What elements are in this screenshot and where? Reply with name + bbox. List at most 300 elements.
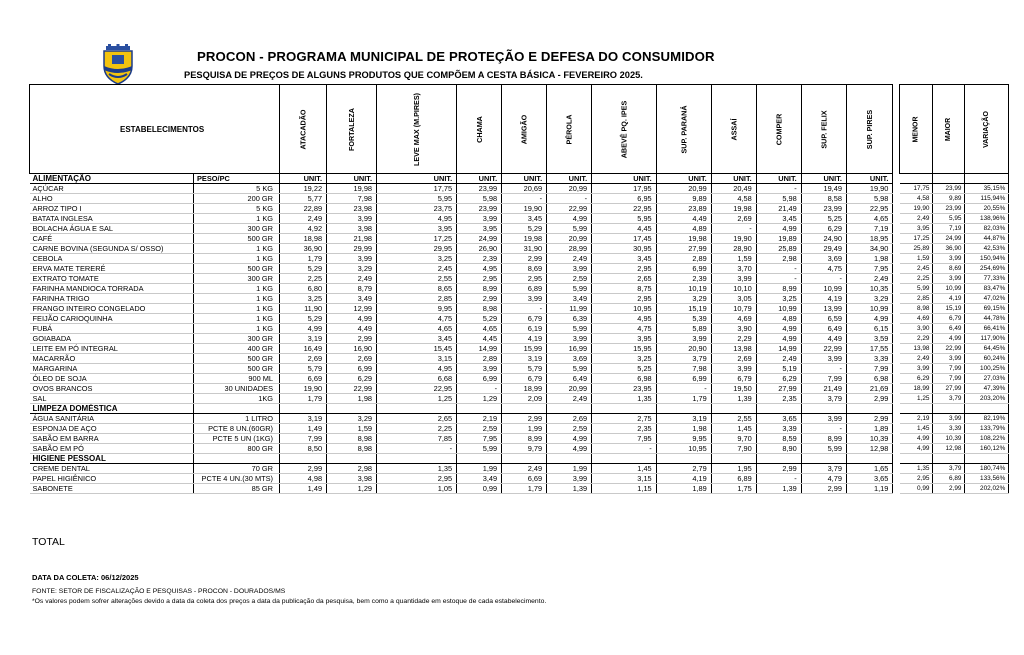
max-price: 15,19 (933, 304, 965, 314)
column-gap (893, 384, 900, 394)
product-name: BATATA INGLESA (30, 214, 194, 224)
column-gap (893, 414, 900, 424)
empty-cell (933, 404, 965, 414)
price-cell: 6,95 (592, 194, 657, 204)
price-cell: 3,99 (547, 264, 592, 274)
min-price: 2,29 (900, 334, 933, 344)
price-cell: 3,19 (280, 414, 327, 424)
variation: 44,78% (965, 314, 1009, 324)
max-price: 3,99 (933, 354, 965, 364)
empty-cell (547, 454, 592, 464)
price-cell: 1,89 (656, 484, 711, 494)
product-weight: 1 KG (194, 254, 280, 264)
price-cell: 8,99 (502, 434, 547, 444)
price-cell: 29,99 (327, 244, 377, 254)
column-gap (893, 304, 900, 314)
variation: 77,33% (965, 274, 1009, 284)
price-cell: 3,95 (377, 224, 457, 234)
price-cell: 6,39 (547, 314, 592, 324)
variation: 133,79% (965, 424, 1009, 434)
price-cell: 4,49 (801, 334, 846, 344)
price-cell: 6,49 (547, 374, 592, 384)
table-row (30, 434, 1009, 444)
price-cell: 2,99 (457, 294, 502, 304)
table-row (30, 444, 1009, 454)
price-cell: 11,90 (280, 304, 327, 314)
price-cell: 19,90 (711, 234, 756, 244)
price-cell: 15,99 (502, 344, 547, 354)
price-cell: 1,65 (846, 464, 892, 474)
price-cell: 34,90 (846, 244, 892, 254)
price-cell: 4,99 (547, 214, 592, 224)
price-cell: 5,99 (547, 224, 592, 234)
table-row (30, 474, 1009, 484)
price-cell: 19,49 (801, 184, 846, 194)
column-gap (893, 484, 900, 494)
empty-cell (502, 454, 547, 464)
max-price: 12,98 (933, 444, 965, 454)
column-gap (893, 434, 900, 444)
price-cell: 19,90 (846, 184, 892, 194)
price-cell: 8,59 (756, 434, 801, 444)
unit-header: UNIT. (327, 174, 377, 184)
price-cell: 2,59 (547, 274, 592, 284)
table-row (30, 284, 1009, 294)
min-price: 2,49 (900, 214, 933, 224)
price-cell: 8,58 (801, 194, 846, 204)
price-cell: 1,29 (457, 394, 502, 404)
empty-cell (656, 454, 711, 464)
price-cell: 6,29 (327, 374, 377, 384)
category-row (30, 404, 1009, 414)
price-cell: 22,95 (377, 384, 457, 394)
price-cell: 20,49 (711, 184, 756, 194)
price-cell: 8,99 (801, 434, 846, 444)
price-cell: 1,49 (280, 484, 327, 494)
price-cell: 3,70 (711, 264, 756, 274)
product-name: ÓLEO DE SOJA (30, 374, 194, 384)
price-cell: 22,89 (280, 204, 327, 214)
price-cell: 5,79 (502, 364, 547, 374)
product-name: ARROZ TIPO I (30, 204, 194, 214)
max-price: 3,99 (933, 414, 965, 424)
product-name: CARNE BOVINA (SEGUNDA S/ OSSO) (30, 244, 194, 254)
stat-header: MAIOR (933, 85, 965, 174)
unit-header: UNIT. (711, 174, 756, 184)
price-cell: 3,45 (592, 254, 657, 264)
product-weight: 1 KG (194, 314, 280, 324)
price-cell: 2,39 (457, 254, 502, 264)
price-cell: 16,99 (547, 344, 592, 354)
empty-cell (801, 454, 846, 464)
price-cell: 28,99 (547, 244, 592, 254)
max-price: 7,19 (933, 224, 965, 234)
price-cell: 2,65 (592, 274, 657, 284)
price-cell: 1,75 (711, 484, 756, 494)
price-cell: 4,49 (656, 214, 711, 224)
max-price: 2,99 (933, 484, 965, 494)
price-cell: 5,25 (592, 364, 657, 374)
empty-cell (457, 404, 502, 414)
price-cell: 23,99 (801, 204, 846, 214)
price-cell: 3,99 (801, 354, 846, 364)
price-cell: 6,69 (280, 374, 327, 384)
empty-cell (846, 454, 892, 464)
price-cell: 17,55 (846, 344, 892, 354)
price-cell: 4,75 (592, 324, 657, 334)
column-gap (893, 85, 900, 174)
product-weight: PCTE 8 UN.(60GR) (194, 424, 280, 434)
product-name: ALHO (30, 194, 194, 204)
unit-header: UNIT. (846, 174, 892, 184)
price-cell: - (592, 444, 657, 454)
variation: 27,03% (965, 374, 1009, 384)
price-cell: 2,29 (711, 334, 756, 344)
price-cell: 3,99 (457, 364, 502, 374)
price-cell: 19,98 (656, 234, 711, 244)
price-cell: 3,49 (327, 294, 377, 304)
price-cell: 13,98 (711, 344, 756, 354)
min-price: 4,69 (900, 314, 933, 324)
store-header: LEVE MAX (M.PIRES) (377, 85, 457, 174)
price-cell: 3,99 (327, 254, 377, 264)
product-weight: 1 LITRO (194, 414, 280, 424)
price-cell: 3,99 (327, 214, 377, 224)
price-cell: 4,99 (327, 314, 377, 324)
price-cell: 1,19 (846, 484, 892, 494)
price-cell: 19,98 (502, 234, 547, 244)
price-cell: 3,99 (502, 294, 547, 304)
price-cell: 2,45 (377, 264, 457, 274)
price-cell: - (377, 444, 457, 454)
product-name: PAPEL HIGIÊNICO (30, 474, 194, 484)
empty-cell (965, 454, 1009, 464)
price-cell: 6,99 (457, 374, 502, 384)
price-cell: 7,98 (327, 194, 377, 204)
price-cell: 4,95 (457, 264, 502, 274)
min-price: 1,45 (900, 424, 933, 434)
price-cell: 8,99 (457, 284, 502, 294)
price-cell: 3,29 (327, 414, 377, 424)
unit-header: UNIT. (801, 174, 846, 184)
price-cell: 7,99 (846, 364, 892, 374)
price-cell: 2,69 (711, 354, 756, 364)
max-price: 7,99 (933, 364, 965, 374)
price-cell: 19,98 (711, 204, 756, 214)
store-header: ASSAÍ (711, 85, 756, 174)
price-cell: 5,29 (280, 264, 327, 274)
price-cell: 3,25 (592, 354, 657, 364)
price-cell: 2,55 (377, 274, 457, 284)
price-cell: 3,49 (457, 474, 502, 484)
price-cell: 19,50 (711, 384, 756, 394)
price-cell: 1,39 (711, 394, 756, 404)
price-cell: 7,95 (457, 434, 502, 444)
price-cell: 19,90 (280, 384, 327, 394)
procon-crest-logo (98, 44, 138, 86)
price-cell: 2,25 (377, 424, 457, 434)
price-cell: 2,95 (502, 274, 547, 284)
price-cell: 9,95 (656, 434, 711, 444)
product-weight: 1 KG (194, 324, 280, 334)
price-cell: - (656, 384, 711, 394)
price-cell: 3,15 (592, 474, 657, 484)
max-price: 22,99 (933, 344, 965, 354)
price-cell: 8,90 (756, 444, 801, 454)
column-gap (893, 454, 900, 464)
price-cell: - (457, 384, 502, 394)
variation: 82,03% (965, 224, 1009, 234)
store-header: PÉROLA (547, 85, 592, 174)
price-cell: 1,39 (756, 484, 801, 494)
min-price: 0,99 (900, 484, 933, 494)
product-name: FEIJÃO CARIOQUINHA (30, 314, 194, 324)
product-weight: 800 GR (194, 444, 280, 454)
price-cell: 1,35 (592, 394, 657, 404)
price-cell: 3,99 (547, 334, 592, 344)
product-name: FRANGO INTEIRO CONGELADO (30, 304, 194, 314)
price-cell: 3,59 (846, 334, 892, 344)
max-price: 10,39 (933, 434, 965, 444)
max-price: 7,99 (933, 374, 965, 384)
max-price: 3,79 (933, 394, 965, 404)
price-cell: 17,75 (377, 184, 457, 194)
price-cell: 4,99 (547, 444, 592, 454)
column-gap (893, 444, 900, 454)
price-cell: 21,69 (846, 384, 892, 394)
price-cell: 2,99 (280, 464, 327, 474)
min-price: 2,49 (900, 354, 933, 364)
max-price: 3,99 (933, 254, 965, 264)
price-cell: 7,90 (711, 444, 756, 454)
column-gap (893, 324, 900, 334)
unit-header: UNIT. (756, 174, 801, 184)
product-name: LEITE EM PÓ INTEGRAL (30, 344, 194, 354)
max-price: 36,90 (933, 244, 965, 254)
price-cell: 6,99 (656, 374, 711, 384)
price-cell: - (801, 364, 846, 374)
price-cell: 6,89 (711, 474, 756, 484)
table-row (30, 324, 1009, 334)
price-cell: 10,99 (801, 284, 846, 294)
table-row (30, 384, 1009, 394)
price-cell: 3,49 (547, 294, 592, 304)
product-weight: 500 GR (194, 234, 280, 244)
price-cell: 11,99 (547, 304, 592, 314)
max-price: 5,95 (933, 214, 965, 224)
max-price: 10,99 (933, 284, 965, 294)
price-cell: 2,39 (656, 274, 711, 284)
price-cell: 5,77 (280, 194, 327, 204)
price-cell: 8,98 (457, 304, 502, 314)
max-price: 4,19 (933, 294, 965, 304)
price-cell: - (756, 264, 801, 274)
price-cell: 9,70 (711, 434, 756, 444)
price-cell: 4,45 (592, 224, 657, 234)
column-gap (893, 214, 900, 224)
price-cell: 24,90 (801, 234, 846, 244)
price-cell: 20,69 (502, 184, 547, 194)
max-price: 6,49 (933, 324, 965, 334)
price-cell: 2,59 (457, 424, 502, 434)
column-gap (893, 464, 900, 474)
price-cell: 1,79 (656, 394, 711, 404)
product-weight: 1 KG (194, 284, 280, 294)
min-price: 3,90 (900, 324, 933, 334)
price-cell: - (756, 184, 801, 194)
empty-cell (280, 454, 327, 464)
table-row (30, 484, 1009, 494)
price-cell: 31,90 (502, 244, 547, 254)
max-price: 4,99 (933, 334, 965, 344)
price-cell: 8,65 (377, 284, 457, 294)
product-weight: 300 GR (194, 274, 280, 284)
price-cell: 4,99 (280, 324, 327, 334)
price-cell: 9,79 (502, 444, 547, 454)
min-price: 3,95 (900, 224, 933, 234)
price-cell: 10,10 (711, 284, 756, 294)
column-gap (893, 224, 900, 234)
table-row (30, 394, 1009, 404)
variation: 64,45% (965, 344, 1009, 354)
price-cell: 12,99 (327, 304, 377, 314)
table-row (30, 214, 1009, 224)
table-row (30, 264, 1009, 274)
price-cell: 7,19 (846, 224, 892, 234)
price-cell: 4,95 (592, 314, 657, 324)
min-price: 1,59 (900, 254, 933, 264)
price-cell: 1,35 (377, 464, 457, 474)
price-cell: 3,98 (327, 224, 377, 234)
price-cell: 2,69 (711, 214, 756, 224)
price-cell: 1,98 (327, 394, 377, 404)
min-price: 4,58 (900, 194, 933, 204)
price-cell: 5,39 (656, 314, 711, 324)
price-cell: 4,65 (457, 324, 502, 334)
price-cell: 2,49 (547, 254, 592, 264)
product-name: SABONETE (30, 484, 194, 494)
empty-cell (327, 454, 377, 464)
disclaimer-note: *Os valores podem sofrer alterações devido a data da coleta dos preços a data da publicação da pesquisa, bem como a quantidade em estoque de cada estabelecimento. (32, 598, 547, 605)
product-name: FUBÁ (30, 324, 194, 334)
price-cell: 5,79 (280, 364, 327, 374)
table-row (30, 374, 1009, 384)
price-cell: 6,98 (592, 374, 657, 384)
store-header: CHAMA (457, 85, 502, 174)
price-cell: 20,99 (656, 184, 711, 194)
price-cell: 10,99 (756, 304, 801, 314)
price-cell: 24,99 (457, 234, 502, 244)
column-gap (893, 174, 900, 184)
variation: 47,39% (965, 384, 1009, 394)
price-cell: 25,89 (756, 244, 801, 254)
price-cell: 8,75 (592, 284, 657, 294)
price-cell: - (756, 274, 801, 284)
product-weight: 300 GR (194, 334, 280, 344)
price-cell: 3,29 (656, 294, 711, 304)
price-cell: 5,89 (656, 324, 711, 334)
price-cell: 5,98 (756, 194, 801, 204)
product-weight: 500 GR (194, 264, 280, 274)
price-cell: 28,90 (711, 244, 756, 254)
column-gap (893, 354, 900, 364)
price-cell: 3,19 (280, 334, 327, 344)
price-cell: 26,90 (457, 244, 502, 254)
empty-cell (502, 404, 547, 414)
min-price: 19,90 (900, 204, 933, 214)
price-cell: 15,45 (377, 344, 457, 354)
empty-cell (801, 404, 846, 414)
table-row (30, 414, 1009, 424)
variation: 202,02% (965, 484, 1009, 494)
price-cell: 5,95 (592, 214, 657, 224)
max-price: 24,99 (933, 234, 965, 244)
product-weight: 1 KG (194, 244, 280, 254)
price-cell: 2,99 (846, 414, 892, 424)
column-gap (893, 184, 900, 194)
product-name: GOIABADA (30, 334, 194, 344)
price-cell: 2,99 (756, 464, 801, 474)
min-price: 6,29 (900, 374, 933, 384)
price-cell: - (756, 474, 801, 484)
empty-cell (280, 404, 327, 414)
price-cell: 5,95 (377, 194, 457, 204)
price-cell: 6,19 (502, 324, 547, 334)
price-cell: 4,99 (756, 334, 801, 344)
price-cell: 5,29 (457, 314, 502, 324)
price-cell: 22,95 (846, 204, 892, 214)
price-cell: 1,59 (711, 254, 756, 264)
empty-cell (900, 174, 933, 184)
empty-cell (933, 454, 965, 464)
price-cell: 4,69 (711, 314, 756, 324)
price-cell: 12,98 (846, 444, 892, 454)
price-cell: 2,95 (457, 274, 502, 284)
price-cell: 22,99 (547, 204, 592, 214)
price-cell: 6,29 (756, 374, 801, 384)
price-cell: 5,19 (756, 364, 801, 374)
price-cell: 2,69 (327, 354, 377, 364)
table-row (30, 364, 1009, 374)
price-cell: 19,90 (502, 204, 547, 214)
price-cell: 1,59 (327, 424, 377, 434)
price-cell: 3,65 (846, 474, 892, 484)
table-row (30, 304, 1009, 314)
price-cell: 1,39 (547, 484, 592, 494)
price-cell: - (801, 424, 846, 434)
price-cell: 6,98 (846, 374, 892, 384)
price-cell: 4,99 (756, 324, 801, 334)
price-cell: 30,95 (592, 244, 657, 254)
min-price: 25,89 (900, 244, 933, 254)
product-weight: 500 GR (194, 354, 280, 364)
min-price: 17,75 (900, 184, 933, 194)
price-cell: 1,89 (846, 424, 892, 434)
price-cell: 27,99 (756, 384, 801, 394)
price-cell: 23,89 (656, 204, 711, 214)
price-cell: 3,19 (502, 354, 547, 364)
price-cell: 1,05 (377, 484, 457, 494)
min-price: 3,99 (900, 364, 933, 374)
price-cell: 3,79 (656, 354, 711, 364)
product-name: CEBOLA (30, 254, 194, 264)
price-cell: 4,45 (457, 334, 502, 344)
price-cell: 2,95 (592, 294, 657, 304)
price-cell: 8,69 (502, 264, 547, 274)
price-cell: 2,99 (846, 394, 892, 404)
table-header-row (30, 85, 1009, 174)
price-cell: 10,95 (592, 304, 657, 314)
